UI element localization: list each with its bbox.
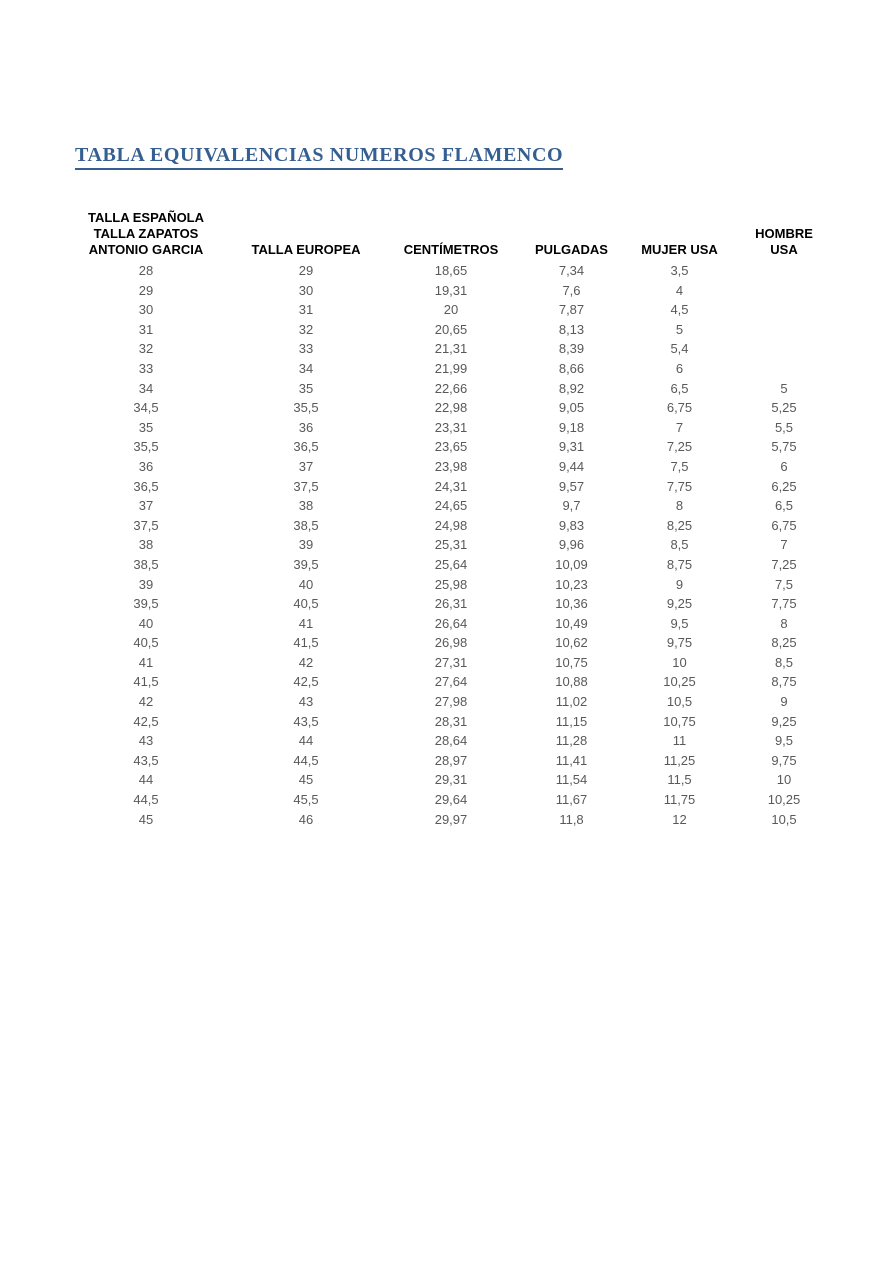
table-cell bbox=[732, 261, 836, 281]
table-cell: 44,5 bbox=[133, 792, 159, 808]
table-row bbox=[66, 672, 836, 692]
table-cell: 18,65 bbox=[434, 263, 468, 278]
table-cell: 39,5 bbox=[133, 596, 159, 612]
table-cell: 45,5 bbox=[293, 792, 319, 808]
table-cell: 8,13 bbox=[558, 321, 585, 337]
table-cell: 37,5 bbox=[293, 478, 319, 494]
table-cell: 10,5 bbox=[666, 694, 693, 710]
table-row bbox=[66, 712, 836, 732]
table-cell: 34 bbox=[138, 380, 154, 396]
table-row bbox=[66, 300, 836, 320]
table-cell: 6,75 bbox=[666, 400, 693, 416]
table-cell: 38,5 bbox=[293, 517, 319, 533]
table-row bbox=[66, 653, 836, 673]
table-cell: 43,5 bbox=[293, 713, 319, 729]
table-cell bbox=[732, 281, 836, 301]
table-row bbox=[66, 359, 836, 379]
table-cell: 10,09 bbox=[555, 556, 588, 572]
table-cell: 9,75 bbox=[771, 752, 797, 768]
table-cell: 46 bbox=[298, 811, 314, 827]
table-cell: 9,5 bbox=[774, 733, 794, 749]
table-header bbox=[66, 210, 836, 261]
table-cell: 27,64 bbox=[434, 674, 468, 690]
table-cell: 28,97 bbox=[434, 752, 468, 768]
table-cell: 43,5 bbox=[133, 752, 159, 768]
table-row bbox=[66, 457, 836, 477]
table-cell: 31 bbox=[298, 302, 314, 318]
table-cell: 33 bbox=[138, 360, 154, 376]
table-cell: 44 bbox=[298, 733, 314, 749]
table-cell: 36,5 bbox=[293, 439, 319, 455]
table-cell: 6,5 bbox=[670, 380, 689, 396]
table-cell: 10,62 bbox=[555, 635, 588, 651]
table-cell: 27,98 bbox=[434, 694, 468, 710]
column-header-mujer-usa bbox=[627, 210, 732, 261]
table-cell: 37 bbox=[298, 458, 314, 474]
column-header-line: PULGADAS bbox=[535, 242, 608, 257]
table-cell: 9 bbox=[675, 576, 684, 592]
table-cell: 20 bbox=[443, 302, 459, 318]
table-cell: 7,5 bbox=[774, 576, 794, 592]
table-cell: 11,54 bbox=[555, 772, 588, 788]
table-cell: 39 bbox=[138, 576, 154, 592]
table-cell: 38 bbox=[138, 537, 154, 553]
table-cell: 9,7 bbox=[562, 498, 581, 514]
table-cell: 28,64 bbox=[434, 733, 468, 749]
table-cell: 7,75 bbox=[771, 596, 797, 612]
table-cell: 42,5 bbox=[133, 713, 159, 729]
table-cell: 6,75 bbox=[771, 517, 797, 533]
table-cell: 35 bbox=[298, 380, 314, 396]
table-cell: 43 bbox=[138, 733, 154, 749]
table-cell: 11,28 bbox=[555, 733, 588, 749]
size-equivalence-table bbox=[66, 210, 836, 829]
table-cell: 6 bbox=[675, 360, 684, 376]
table-row bbox=[66, 379, 836, 399]
table-cell: 7,34 bbox=[558, 263, 585, 278]
table-cell: 40 bbox=[138, 615, 154, 631]
table-cell: 19,31 bbox=[434, 282, 468, 298]
table-cell: 30 bbox=[138, 302, 154, 318]
table-cell bbox=[732, 359, 836, 379]
column-header-line: TALLA ZAPATOS bbox=[93, 226, 199, 241]
table-cell: 4,5 bbox=[670, 302, 689, 318]
table-cell: 10,75 bbox=[663, 713, 696, 729]
table-cell: 10 bbox=[776, 772, 792, 788]
table-row bbox=[66, 398, 836, 418]
table-cell: 7,5 bbox=[670, 458, 689, 474]
table-cell: 8 bbox=[780, 615, 788, 631]
table-cell: 9,5 bbox=[670, 615, 689, 631]
table-cell: 9,18 bbox=[558, 419, 585, 435]
table-cell: 11,75 bbox=[663, 792, 696, 808]
table-cell: 11,15 bbox=[555, 713, 588, 729]
table-cell: 26,98 bbox=[434, 635, 468, 651]
table-cell: 6,25 bbox=[771, 478, 797, 494]
table-row bbox=[66, 810, 836, 830]
column-header-line: ANTONIO GARCIA bbox=[88, 242, 204, 257]
table-cell: 39 bbox=[298, 537, 314, 553]
table-cell: 4 bbox=[675, 282, 684, 298]
table-cell: 8,39 bbox=[558, 341, 585, 357]
page-title: TABLA EQUIVALENCIAS NUMEROS FLAMENCO bbox=[75, 144, 563, 170]
table-cell: 41 bbox=[138, 654, 154, 670]
table-cell bbox=[732, 300, 836, 320]
table-cell: 3,5 bbox=[670, 263, 689, 278]
table-row bbox=[66, 731, 836, 751]
table-row bbox=[66, 555, 836, 575]
table-row bbox=[66, 751, 836, 771]
table-cell bbox=[732, 320, 836, 340]
table-cell: 24,98 bbox=[434, 517, 468, 533]
table-cell: 11,02 bbox=[555, 694, 588, 710]
table-cell: 29 bbox=[138, 282, 154, 298]
table-cell: 9,05 bbox=[558, 400, 585, 416]
table-cell: 29,64 bbox=[434, 792, 468, 808]
table-cell: 32 bbox=[298, 321, 314, 337]
table-cell: 8,25 bbox=[666, 517, 693, 533]
table-cell: 8,75 bbox=[771, 674, 797, 690]
column-header-line: HOMBRE bbox=[755, 226, 813, 241]
table-cell: 33 bbox=[298, 341, 314, 357]
table-cell: 36 bbox=[138, 458, 154, 474]
table-cell: 5,25 bbox=[771, 400, 797, 416]
table-cell: 7,25 bbox=[666, 439, 693, 455]
table-cell: 7,25 bbox=[771, 556, 797, 572]
column-header-line: MUJER USA bbox=[641, 242, 718, 257]
table-body bbox=[66, 261, 836, 829]
table-cell: 8,25 bbox=[771, 635, 797, 651]
table-cell: 25,98 bbox=[434, 576, 468, 592]
table-cell: 23,98 bbox=[434, 458, 468, 474]
table-cell: 29,97 bbox=[434, 811, 468, 827]
table-header-row bbox=[66, 210, 836, 261]
table-cell: 9,96 bbox=[558, 537, 585, 553]
table-cell: 10,49 bbox=[555, 615, 588, 631]
table-cell: 11,67 bbox=[555, 792, 588, 808]
table-cell: 10,36 bbox=[555, 596, 588, 612]
table-row bbox=[66, 437, 836, 457]
column-header-line: TALLA ESPAÑOLA bbox=[87, 210, 205, 225]
table-row bbox=[66, 281, 836, 301]
table-cell: 11,25 bbox=[663, 752, 696, 768]
table-cell: 7,6 bbox=[562, 282, 581, 298]
table-cell: 44,5 bbox=[293, 752, 319, 768]
table-cell: 9,57 bbox=[558, 478, 585, 494]
table-cell: 35 bbox=[138, 419, 154, 435]
table-row bbox=[66, 575, 836, 595]
table-cell: 30 bbox=[298, 282, 314, 298]
table-cell: 7 bbox=[780, 537, 788, 553]
table-row bbox=[66, 516, 836, 536]
table-cell: 37 bbox=[138, 498, 154, 514]
table-cell: 5 bbox=[675, 321, 684, 337]
table-cell: 5,75 bbox=[771, 439, 797, 455]
table-cell: 7 bbox=[675, 419, 684, 435]
table-cell: 22,66 bbox=[434, 380, 468, 396]
table-cell: 6 bbox=[780, 458, 788, 474]
table-row bbox=[66, 633, 836, 653]
table-cell: 21,99 bbox=[434, 360, 468, 376]
table-cell: 34,5 bbox=[133, 400, 159, 416]
table-cell: 11 bbox=[672, 733, 687, 749]
table-cell: 10,25 bbox=[767, 792, 801, 808]
column-header-hombre-usa bbox=[732, 210, 836, 261]
table-cell: 8,66 bbox=[558, 360, 585, 376]
table-cell: 21,31 bbox=[434, 341, 468, 357]
table-cell: 29 bbox=[298, 263, 314, 278]
table-row bbox=[66, 261, 836, 281]
table-cell: 41,5 bbox=[293, 635, 319, 651]
table-cell: 40,5 bbox=[133, 635, 159, 651]
table-cell: 9,75 bbox=[666, 635, 693, 651]
table-cell: 41 bbox=[298, 615, 314, 631]
table-row bbox=[66, 790, 836, 810]
table-row bbox=[66, 535, 836, 555]
table-cell: 40 bbox=[298, 576, 314, 592]
table-cell: 10,25 bbox=[663, 674, 696, 690]
table-row bbox=[66, 770, 836, 790]
column-header-line: TALLA EUROPEA bbox=[251, 242, 361, 257]
table-cell: 10,23 bbox=[555, 576, 588, 592]
table-cell: 45 bbox=[298, 772, 314, 788]
table-cell: 5,4 bbox=[670, 341, 689, 357]
column-header-line: USA bbox=[770, 242, 798, 257]
table-cell: 26,64 bbox=[434, 615, 468, 631]
table-row bbox=[66, 594, 836, 614]
table-cell: 31 bbox=[138, 321, 154, 337]
table-row bbox=[66, 320, 836, 340]
table-cell: 42 bbox=[298, 654, 314, 670]
table-cell: 38 bbox=[298, 498, 314, 514]
table-cell: 8,5 bbox=[670, 537, 689, 553]
table-row bbox=[66, 418, 836, 438]
table-cell: 8,75 bbox=[666, 556, 693, 572]
column-header-talla-europea bbox=[226, 210, 386, 261]
table-cell: 9,31 bbox=[558, 439, 585, 455]
table-cell: 8,92 bbox=[558, 380, 585, 396]
table-cell: 35,5 bbox=[293, 400, 319, 416]
table-cell: 37,5 bbox=[133, 517, 159, 533]
table-cell: 25,31 bbox=[434, 537, 468, 553]
table-cell: 9,25 bbox=[771, 713, 797, 729]
table-cell: 6,5 bbox=[774, 498, 794, 514]
table-cell: 42,5 bbox=[293, 674, 319, 690]
table-cell bbox=[732, 339, 836, 359]
table-row bbox=[66, 692, 836, 712]
table-cell: 10,88 bbox=[555, 674, 588, 690]
table-cell: 5,5 bbox=[774, 419, 794, 435]
table-cell: 23,65 bbox=[434, 439, 468, 455]
table-cell: 28 bbox=[138, 263, 154, 278]
table-cell: 10 bbox=[672, 654, 687, 670]
table-cell: 28,31 bbox=[434, 713, 468, 729]
table-row bbox=[66, 496, 836, 516]
column-header-talla-espanola bbox=[66, 210, 226, 261]
table-cell: 9,44 bbox=[558, 458, 585, 474]
table-cell: 9 bbox=[780, 694, 788, 710]
table-cell: 25,64 bbox=[434, 556, 468, 572]
table-cell: 45 bbox=[138, 811, 154, 827]
table-cell: 43 bbox=[298, 694, 314, 710]
table-cell: 11,41 bbox=[555, 752, 588, 768]
table-cell: 22,98 bbox=[434, 400, 468, 416]
table-cell: 11,5 bbox=[667, 772, 692, 788]
table-cell: 5 bbox=[780, 380, 788, 396]
table-cell: 8 bbox=[675, 498, 684, 514]
column-header-pulgadas bbox=[516, 210, 627, 261]
table-cell: 36 bbox=[298, 419, 314, 435]
column-header-centimetros bbox=[386, 210, 516, 261]
table-cell: 9,25 bbox=[666, 596, 693, 612]
table-cell: 40,5 bbox=[293, 596, 319, 612]
table-row bbox=[66, 477, 836, 497]
table-cell: 10,5 bbox=[771, 811, 797, 827]
table-cell: 11,8 bbox=[559, 811, 584, 827]
table-cell: 10,75 bbox=[555, 654, 588, 670]
table-cell: 8,5 bbox=[774, 654, 794, 670]
table-cell: 7,75 bbox=[666, 478, 693, 494]
table-cell: 24,65 bbox=[434, 498, 468, 514]
table-cell: 36,5 bbox=[133, 478, 159, 494]
table-cell: 38,5 bbox=[133, 556, 159, 572]
table-row bbox=[66, 614, 836, 634]
table-cell: 44 bbox=[138, 772, 154, 788]
table-cell: 26,31 bbox=[434, 596, 468, 612]
table-cell: 27,31 bbox=[434, 654, 468, 670]
table-cell: 35,5 bbox=[133, 439, 159, 455]
table-cell: 32 bbox=[138, 341, 154, 357]
table-cell: 20,65 bbox=[434, 321, 468, 337]
table-cell: 9,83 bbox=[558, 517, 585, 533]
table-cell: 41,5 bbox=[133, 674, 159, 690]
table-cell: 7,87 bbox=[558, 302, 585, 318]
table-cell: 39,5 bbox=[293, 556, 319, 572]
table-cell: 24,31 bbox=[434, 478, 468, 494]
table-cell: 42 bbox=[138, 694, 154, 710]
table-row bbox=[66, 339, 836, 359]
table-cell: 29,31 bbox=[434, 772, 468, 788]
table-cell: 34 bbox=[298, 360, 314, 376]
table-cell: 12 bbox=[672, 811, 687, 827]
column-header-line: CENTÍMETROS bbox=[403, 242, 499, 257]
table-cell: 23,31 bbox=[434, 419, 468, 435]
